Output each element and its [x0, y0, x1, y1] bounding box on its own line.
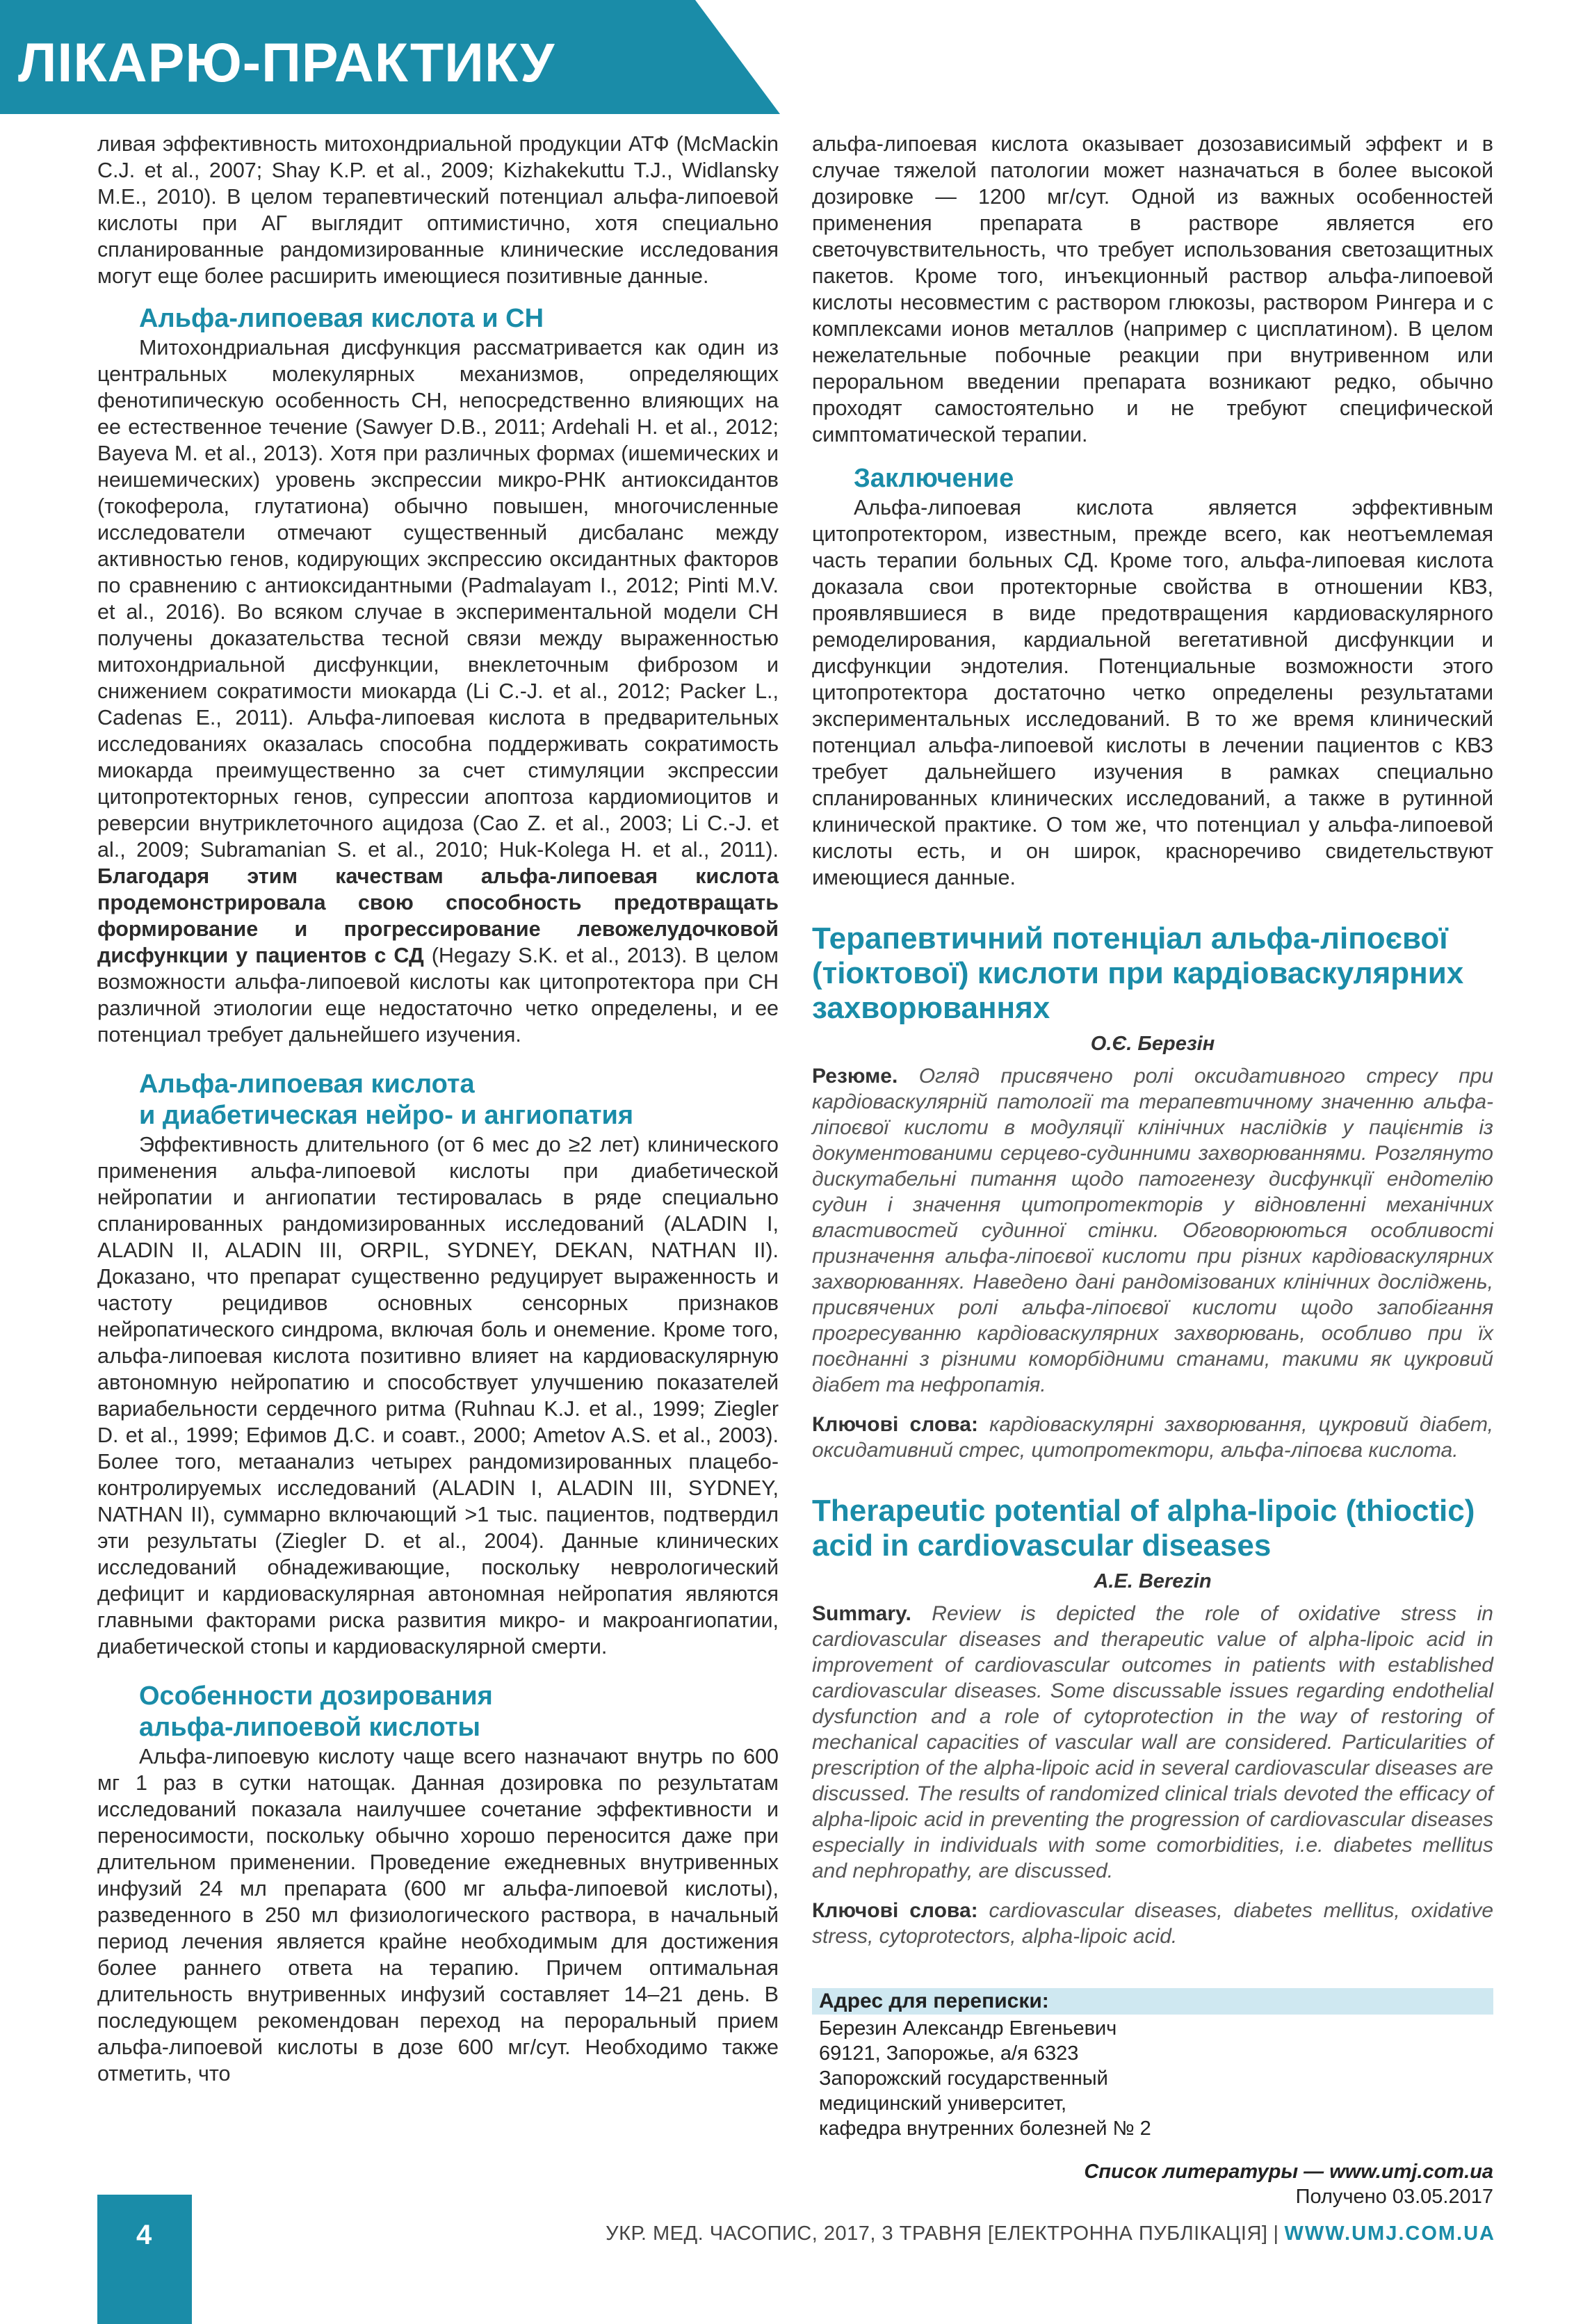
correspondence-line: медицинский университет,: [819, 2092, 1067, 2115]
footer-journal-info: [606, 2222, 1495, 2245]
english-summary-text: Review is depicted the role of oxidative stress in cardiovascular diseases and therapeutic value of alpha-lipoic acid in improvement of cardiovascular outcomes in patients with established cardiovascular diseases. Some discussable issues regarding endothelial dysfunction and a role of cytoprotection in the way of restoring of mechanical capacities of vascular wall are considered. Particularities of prescription of the alpha-lipoic acid in several cardiovascular diseases are discussed. The results of randomized clinical trials devoted the efficacy of alpha-lipoic acid in preventing the progression of cardiovascular diseases especially in individuals with some comorbidities, i.e. diabetes mellitus and nephropathy, are discussed.: [812, 1602, 1493, 1882]
intro-paragraph: ливая эффективность митохондриальной продукции АТФ (McMackin C.J. et al., 2007; Shay K.P. et al., 2009; Kizhakekuttu T.J., Widlansky M.E., 2010). В целом терапевтический потенциал альфа-липоевой кислоты при АГ выглядит оптимистично, хотя специально спланированные рандомизированные клинические исследования могут еще более расширить имеющиеся позитивные данные.: [97, 132, 779, 288]
ukrainian-author: О.Є. Березін: [1090, 1033, 1215, 1055]
correspondence-line: 69121, Запорожье, а/я 6323: [819, 2042, 1079, 2065]
english-title: Therapeutic potential of alpha-lipoic (thioctic) acid in cardiovascular diseases: [812, 1494, 1475, 1563]
journal-url-link[interactable]: WWW.UMJ.COM.UA: [1284, 2222, 1495, 2245]
correspondence-box: [812, 1988, 1493, 2141]
english-summary-label: Summary.: [812, 1602, 911, 1625]
correspondence-line: Березин Александр Евгеньевич: [819, 2017, 1117, 2040]
ukrainian-keywords-text: кардіоваскулярні захворювання, цукровий діабет, оксидативний стрес, цитопротектори, альфа-ліпоєва кислота.: [812, 1413, 1493, 1462]
heading-neuropathy-line2: и диабетическая нейро- и ангиопатия: [139, 1101, 634, 1130]
correspondence-line: Запорожский государственный: [819, 2067, 1108, 2090]
english-author: A.E. Berezin: [1094, 1570, 1212, 1592]
heading-neuropathy: [97, 1069, 779, 1131]
hf-bold-statement: Благодаря этим качествам альфа-липоевая кислота продемонстрировала свою способность предотвращать формирование и прогрессирование левожелудочковой дисфункции у пациентов с СД: [97, 864, 779, 967]
english-keywords-label: Ключові слова:: [812, 1899, 978, 1922]
heading-dosing: [97, 1681, 779, 1743]
correspondence-heading: Адрес для переписки:: [812, 1988, 1493, 2015]
journal-citation: УКР. МЕД. ЧАСОПИС, 2017, 3 ТРАВНЯ [ЕЛЕКТРОННА ПУБЛІКАЦІЯ]: [606, 2222, 1268, 2245]
ukrainian-keywords-label: Ключові слова:: [812, 1413, 978, 1436]
ukrainian-summary: [812, 1063, 1493, 1398]
ukrainian-title: Терапевтичний потенціал альфа-ліпоєвої (тіоктової) кислоти при кардіоваскулярних захворюваннях: [812, 921, 1464, 1025]
ukrainian-keywords: [812, 1412, 1493, 1463]
correspondence-line: кафедра внутренних болезней № 2: [819, 2117, 1151, 2140]
page-number: 4: [136, 2220, 152, 2250]
received-date: Получено 03.05.2017: [1295, 2186, 1493, 2208]
english-keywords-text: cardiovascular diseases, diabetes mellitus, oxidative stress, cytoprotectors, alpha-lipoic acid.: [812, 1899, 1494, 1948]
heading-conclusion: Заключение: [854, 464, 1014, 493]
page-number-box: [97, 2195, 192, 2324]
ukrainian-summary-text: Огляд присвячено ролі оксидативного стресу при кардіоваскулярній патології та терапевтичному значенню альфа-ліпоєвої кислоти в модуляції клінічних наслідків у пацієнтів із документованими серцево-судинними захворюваннями. Розглянуто дискутабельні питання щодо патогенезу дисфункції ендотелію судин і значення цитопротекторів у відновленні механічних властивостей судинної стінки. Обговорюються особливості призначення альфа-ліпоєвої кислоти при різних кардіоваскулярних захворюваннях. Наведено дані рандомізованих клінічних досліджень, присвячених ролі альфа-ліпоєвої кислоти щодо запобігання прогресуванню кардіоваскулярних захворювань, особливо при їх поєднанні з різними коморбідними станами, такими як цукровий діабет та нефропатія.: [812, 1065, 1493, 1396]
heading-lipoic-acid-heart-failure: Альфа-липоевая кислота и СН: [139, 304, 544, 333]
heading-dosing-line2: альфа-липоевой кислоты: [139, 1713, 480, 1742]
right-column: [812, 131, 1493, 2209]
paragraph-heart-failure: [97, 334, 779, 1048]
references-note: Список литературы — www.umj.com.ua: [1084, 2161, 1493, 2183]
hf-text: Митохондриальная дисфункция рассматривается как один из центральных молекулярных механизмов, определяющих фенотипическую особенность СН, непосредственно влияющих на ее естественное течение (Sawyer D.B., 2011; Ardehali H. et al., 2012; Bayeva M. et al., 2013). Хотя при различных формах (ишемических и неишемических) уровень экспрессии микро-РНК антиоксидантов (токоферола, глутатиона) обычно повышен, многочисленные исследователи отмечают существенный дисбаланс между активностью генов, кодирующих экспрессию оксидантных факторов по сравнению с антиоксидантными (Padmalayam I., 2012; Pinti M.V. et al., 2016). Во всяком случае в экспериментальной модели СН получены доказательства тесной связи между выраженностью митохондриальной дисфункции, внеклеточным фиброзом и снижением сократимости миокарда (Li C.-J. et al., 2012; Packer L., Cadenas E., 2011). Альфа-липоевая кислота в предварительных исследованиях оказалась способна поддерживать сократимость миокарда преимущественно за счет стимуляции экспрессии цитопротекторных генов, супрессии апоптоза кардиомиоцитов и реверсии внутриклеточного ацидоза (Cao Z. et al., 2003; Li C.-J. et al., 2009; Subramanian S. et al., 2010; Huk-Kolega H. et al., 2011).: [97, 336, 779, 862]
continuation-paragraph: альфа-липоевая кислота оказывает дозозависимый эффект и в случае тяжелой патологии может назначаться в более высокой дозировке — 1200 мг/сут. Одной из важных особенностей применения препарата в растворе является его светочувствительность, что требует использования светозащитных пакетов. Кроме того, инъекционный раствор альфа-липоевой кислоты несовместим с раствором глюкозы, раствором Рингера и с комплексами ионов металлов (например с цисплатином). В целом нежелательные побочные реакции при внутривенном или пероральном введении препарата возникают редко, обычно проходят самостоятельно и не требуют специфической симптоматической терапии.: [812, 132, 1493, 446]
heading-dosing-line1: Особенности дозирования: [139, 1681, 493, 1711]
paragraph-neuropathy: Эффективность длительного (от 6 мес до ≥2 лет) клинического применения альфа-липоевой кислоты при диабетической нейропатии и ангиопатии тестировалась в ряде специально спланированных рандомизированных исследований (ALADIN I, ALADIN II, ALADIN III, ORPIL, SYDNEY, DEKAN, NATHAN II). Доказано, что препарат существенно редуцирует выраженность и частоту рецидивов основных сенсорных признаков нейропатического синдрома, включая боль и онемение. Кроме того, альфа-липоевая кислота позитивно влияет на кардиоваскулярную автономную нейропатию и способствует улучшению показателей вариабельности сердечного ритма (Ruhnau K.J. et al., 1999; Ziegler D. et al., 1999; Ефимов Д.С. и соавт., 2000; Ametov A.S. et al., 2003). Более того, метаанализ четырех рандомизированных плацебо-контролируемых исследований (ALADIN I, ALADIN III, SYDNEY, NATHAN II), суммарно включающий >1 тыс. пациентов, подтвердил эти результаты (Ziegler D. et al., 2004). Данные клинических исследований обнадеживающие, поскольку неврологический дефицит и кардиоваскулярная автономная нейропатия являются главными факторами риска развития микро- и макроангиопатии, диабетической стопы и кардиоваскулярной смерти.: [97, 1133, 779, 1659]
left-column: [97, 131, 779, 2087]
footer-separator: |: [1273, 2222, 1279, 2245]
paragraph-conclusion: Альфа-липоевая кислота является эффективным цитопротектором, известным, прежде всего, как неотъемлемая часть терапии больных СД. Кроме того, альфа-липоевая кислота доказала свои протекторные свойства в отношении КВЗ, проявлявшиеся в виде предотвращения кардиоваскулярного ремоделирования, кардиальной вегетативной дисфункции и дисфункции эндотелия. Потенциальные возможности этого цитопротектора достаточно четко определены результатами экспериментальных исследований. В то же время клинический потенциал альфа-липоевой кислоты в лечении пациентов с КВЗ требует дальнейшего изучения в рамках специально спланированных клинических исследований, а также в рутинной клинической практике. О том же, что потенциал у альфа-липоевой кислоты есть, и он широк, красноречиво свидетельствуют имеющиеся данные.: [812, 496, 1493, 889]
hf-tail: (Hegazy S.K. et al., 2013). В целом возможности альфа-липоевой кислоты как цитопротектора при СН различной этиологии еще недостаточно четко определены, и ее потенциал требует дальнейшего изучения.: [97, 944, 779, 1047]
correspondence-lines: [812, 2015, 1493, 2141]
ukrainian-summary-label: Резюме.: [812, 1065, 898, 1088]
paragraph-dosing: Альфа-липоевую кислоту чаще всего назначают внутрь по 600 мг 1 раз в сутки натощак. Данная дозировка по результатам исследований показала наилучшее сочетание эффективности и переносимости, поскольку обычно хорошо переносится даже при длительном применении. Проведение ежедневных внутривенных инфузий 24 мл препарата (600 мг альфа-липоевой кислоты), разведенного в 250 мл физиологического раствора, в начальный период лечения является крайне необходимым для достижения более раннего ответа на терапию. Причем оптимальная длительность внутривенных инфузий составляет 14–21 день. В последующем рекомендован переход на пероральный прием альфа-липоевой кислоты в дозе 600 мг/сут. Необходимо также отметить, что: [97, 1745, 779, 2085]
section-title: ЛІКАРЮ-ПРАКТИКУ: [18, 31, 555, 93]
heading-neuropathy-line1: Альфа-липоевая кислота: [139, 1070, 475, 1099]
english-summary: [812, 1601, 1493, 1884]
english-keywords: [812, 1898, 1493, 1949]
